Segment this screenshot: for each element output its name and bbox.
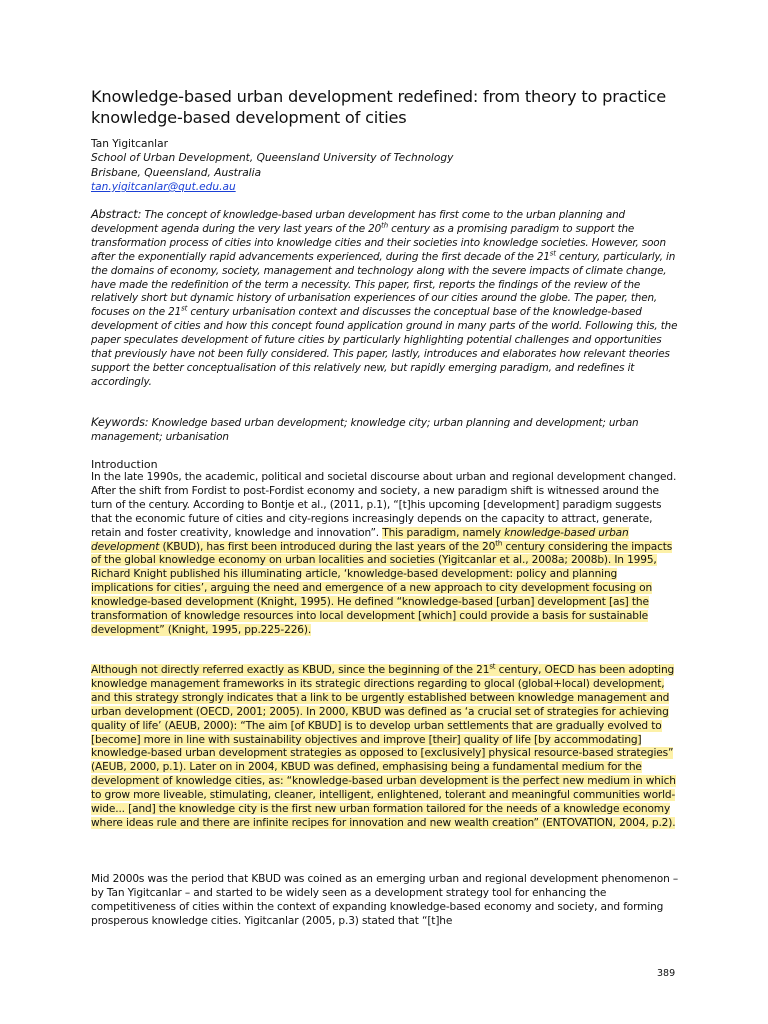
highlighted-text <box>91 664 676 829</box>
paragraph-text: In the late 1990s, the academic, political and societal discourse about urban and regional development changed. After the shift from Fordist to post-Fordist economy and society, a new paradigm shift is witnessed around the turn of the century. According to Bontje et al., (2011, p.1), “[t]his upcoming [development] paradigm suggests that the economic future of cities and city-regions increasingly depends on the capacity to attract, generate, retain and foster creativity, knowledge and innovation”. <box>91 471 677 539</box>
highlighted-segment: century, OECD has been adopting knowledge management frameworks in its strategic directions regarding to glocal (global+local) development, and this strategy strongly indicates that a link to be urgently established between knowledge management and urban development (OECD, 2001; 2005). In 2000, KBUD was defined as ‘a crucial set of strategies for achieving quality of life’ (AEUB, 2000): “The aim [of KBUD] is to develop urban settlements that are gradually evolved to [become] more in line with sustainability objectives and improve [their] quality of life [by accommodating] knowledge-based urban development strategies as opposed to [exclusively] physical resource-based strategies” (AEUB, 2000, p.1). Later on in 2004, KBUD was defined, emphasising being a fundamental medium for the development of knowledge cities, as: “knowledge-based urban development is the perfect new medium in which to grow more liveable, stimulating, cleaner, intelligent, enlightened, tolerant and meaningful communities world-wide... [and] the knowledge city is the first new urban formation tailored for the needs of a knowledge economy where ideas rule and there are infinite recipes for innovation and new wealth creation” (ENTOVATION, 2004, p.2). <box>91 664 676 829</box>
abstract-text: century urbanisation context and discusses the conceptual base of the knowledge-based development of cities and how this concept found application ground in many parts of the world. Following this, the paper speculates development of future cities by particularly highlighting potential challenges and opportunities that previously have not been fully considered. This paper, lastly, introduces and elaborates how relevant theories support the better conceptualisation of this relatively new, but rapidly emerging paradigm, and redefines it accordingly. <box>91 306 678 388</box>
abstract-text: century, particularly, in the domains of economy, society, management and technology along with the severe impacts of climate change, have made the redefinition of the term a necessity. This paper, first, reports the findings of the review of the relatively short but dynamic history of urbanisation experiences of our cities around the globe. The paper, then, focuses on the 21 <box>91 250 676 319</box>
page-number: 389 <box>657 968 676 979</box>
highlighted-segment: century considering the impacts of the global knowledge economy on urban localities and societies (Yigitcanlar et al., 2008a; 2008b). In 1995, Richard Knight published his illuminating article, ‘knowledge-based development: policy and planning implications for cities’, arguing the need and emergence of a new approach to city development focusing on knowledge-based development (Knight, 1995). He defined “knowledge-based [urban] development [as] the transformation of knowledge resources into local development [which] could provide a basis for sustainable development” (Knight, 1995, pp.225-226). <box>91 540 673 636</box>
author-affiliation <box>91 151 453 195</box>
abstract-text: The concept of knowledge-based urban development has first come to the urban planning and development agenda during the very last years of the 20 <box>91 209 625 235</box>
body-paragraph <box>91 664 681 831</box>
abstract <box>91 208 681 390</box>
body-paragraph: Mid 2000s was the period that KBUD was coined as an emerging urban and regional development phenomenon – by Tan Yigitcanlar – and started to be widely seen as a development strategy tool for enhancing the competitiveness of cities within the context of expanding knowledge-based economy and society, and forming prosperous knowledge cities. Yigitcanlar (2005, p.3) stated that “[t]he <box>91 873 679 927</box>
superscript: st <box>549 249 556 258</box>
superscript: st <box>489 662 496 671</box>
email-link[interactable]: tan.yigitcanlar@qut.edu.au <box>91 181 236 193</box>
author-name: Tan Yigitcanlar <box>91 138 168 150</box>
paper-title: Knowledge-based urban development redefined: from theory to practice knowledge-based development of cities <box>91 87 666 127</box>
highlighted-segment: This paradigm, namely <box>382 526 505 539</box>
abstract-label: Abstract: <box>91 207 142 221</box>
body-paragraph <box>91 471 681 638</box>
superscript: th <box>381 221 388 230</box>
highlighted-segment: Although not directly referred exactly as KBUD, since the beginning of the 21 <box>91 664 490 676</box>
affiliation-line: School of Urban Development, Queensland University of Technology <box>91 152 454 164</box>
highlighted-text <box>91 527 672 636</box>
abstract-text: century as a promising paradigm to support the transformation process of cities into knowledge cities and their societies into knowledge societies. However, soon after the exponentially rapid advancements experienced, during the first decade of the 21 <box>91 222 666 263</box>
keywords <box>91 416 681 445</box>
italic-term: knowledge-based urban development <box>91 526 629 553</box>
section-heading: Introduction <box>91 458 158 471</box>
highlighted-segment: (KBUD), has first been introduced during the last years of the 20 <box>159 540 496 553</box>
superscript: st <box>181 304 188 313</box>
keywords-label: Keywords: <box>91 415 149 429</box>
keywords-text: Knowledge based urban development; knowledge city; urban planning and development; urban management; urbanisation <box>91 417 639 443</box>
superscript: th <box>495 539 503 547</box>
affiliation-line: Brisbane, Queensland, Australia <box>91 166 262 179</box>
